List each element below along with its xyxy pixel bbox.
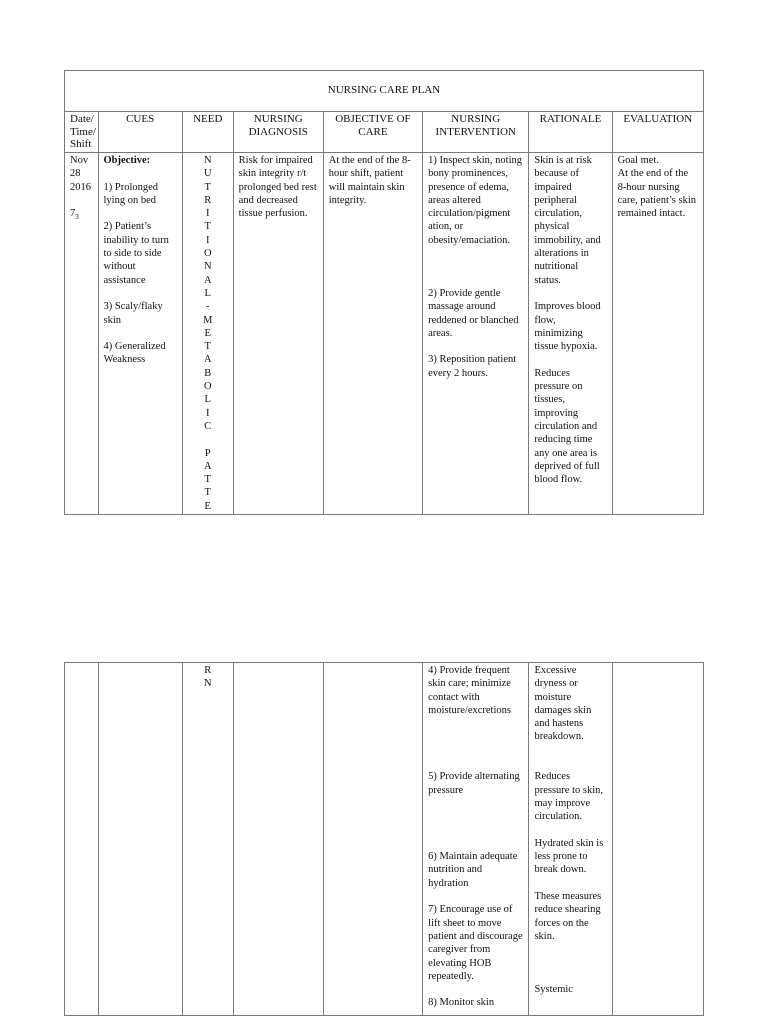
- need-cell: R N: [182, 663, 233, 1016]
- intervention-cell: [423, 663, 529, 1016]
- intervention-item: 7) Encourage use of lift sheet to move patient and discourage caregiver from elevating HOB repeatedly.: [428, 904, 523, 982]
- evaluation-text: At the end of the 8-hour nursing care, patient’s skin remained intact.: [617, 168, 696, 220]
- header-row: [65, 112, 704, 153]
- intervention-cell: [423, 153, 529, 515]
- cue-item: 2) Patient’s inability to turn to side to side without assistance: [103, 221, 169, 286]
- header-objective: OBJECTIVE OF CARE: [323, 112, 422, 153]
- diagnosis-cell: [233, 663, 323, 1016]
- header-diagnosis: NURSING DIAGNOSIS: [233, 112, 323, 153]
- rationale-item: Skin is at risk because of impaired peripheral circulation, physical immobility, and alterations in nutritional status.: [534, 155, 601, 286]
- rationale-item: Reduces pressure on tissues, improving circulation and reducing time any one area is deprived of full blood flow.: [534, 367, 600, 486]
- evaluation-cell: [612, 663, 703, 1016]
- evaluation-status: Goal met.: [617, 155, 659, 166]
- need-cell: N U T R I T I O N A L - M E T A B O L I C P A T T E: [182, 153, 233, 515]
- intervention-item: 2) Provide gentle massage around reddened or blanched areas.: [428, 287, 519, 339]
- rationale-item: Systemic: [534, 984, 573, 996]
- rationale-cell: [529, 663, 612, 1016]
- cues-heading: Objective:: [103, 155, 151, 166]
- shift-value: $7_3$: [70, 208, 79, 222]
- intervention-item: 1) Inspect skin, noting bony prominences, presence of edema, areas altered circulation/pigment ation, or obesity/emaciation.: [428, 155, 523, 246]
- date-cell: [65, 663, 99, 1016]
- header-rationale: RATIONALE: [529, 112, 612, 153]
- cue-item: 1) Prolonged lying on bed: [103, 181, 159, 206]
- date-cell: Nov 28 2016 $7_3$: [65, 153, 99, 515]
- header-cues: CUES: [98, 112, 182, 153]
- care-plan-table: [64, 70, 704, 515]
- intervention-item: 6) Maintain adequate nutrition and hydration: [428, 851, 518, 889]
- care-plan-table-continued: [64, 662, 704, 1016]
- objective-cell: At the end of the 8-hour shift, patient will maintain skin integrity.: [323, 153, 422, 515]
- header-date: Date/ Time/ Shift: [65, 112, 99, 153]
- objective-cell: [323, 663, 422, 1016]
- rationale-item: Hydrated skin is less prone to break down.: [534, 837, 604, 876]
- intervention-item: 3) Reposition patient every 2 hours.: [428, 354, 517, 379]
- evaluation-cell: [612, 153, 703, 515]
- header-need: NEED: [182, 112, 233, 153]
- rationale-item: Improves blood flow, minimizing tissue hypoxia.: [534, 301, 601, 353]
- table-row: [65, 153, 704, 515]
- intervention-item: 5) Provide alternating pressure: [428, 771, 520, 796]
- cues-cell: [98, 153, 182, 515]
- header-intervention: NURSING INTERVENTION: [423, 112, 529, 153]
- rationale-item: Reduces pressure to skin, may improve circulation.: [534, 771, 603, 823]
- rationale-item: Excessive dryness or moisture damages skin and hastens breakdown.: [534, 665, 592, 743]
- diagnosis-cell: Risk for impaired skin integrity r/t prolonged bed rest and decreased tissue perfusion.: [233, 153, 323, 515]
- cue-item: 3) Scaly/flaky skin: [103, 301, 163, 326]
- rationale-item: These measures reduce shearing forces on the skin.: [534, 891, 602, 942]
- cue-item: 4) Generalized Weakness: [103, 341, 166, 366]
- cues-cell: [98, 663, 182, 1016]
- intervention-item: 8) Monitor skin: [428, 997, 495, 1009]
- rationale-cell: [529, 153, 612, 515]
- intervention-item: 4) Provide frequent skin care; minimize contact with moisture/excretions: [428, 665, 511, 716]
- table-row: [65, 663, 704, 1016]
- header-evaluation: EVALUATION: [612, 112, 703, 153]
- table-title: NURSING CARE PLAN: [65, 71, 704, 112]
